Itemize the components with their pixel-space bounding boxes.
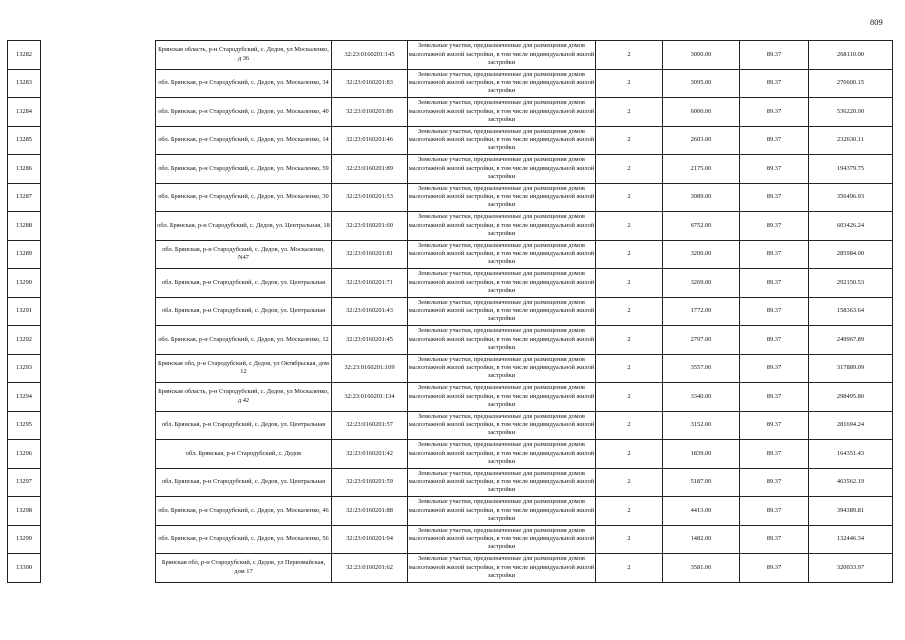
group-cell: 2 — [596, 126, 663, 155]
row-number: 13291 — [8, 297, 41, 326]
row-number: 13289 — [8, 240, 41, 269]
address-cell: обл. Брянская, р-н Стародубский, с. Дедов, ул. Москаленко, 56 — [156, 525, 332, 554]
land-use-cell: Земельные участки, предназначенные для размещения домов малоэтажной жилой застройки, в том числе индивидуальной жилой застройки — [408, 354, 596, 383]
row-number: 13294 — [8, 383, 41, 412]
land-use-cell: Земельные участки, предназначенные для размещения домов малоэтажной жилой застройки, в том числе индивидуальной жилой застройки — [408, 411, 596, 440]
row-number: 13292 — [8, 326, 41, 355]
address-cell: обл. Брянская, р-н Стародубский, с. Дедов, ул. Москаленко, 40 — [156, 98, 332, 127]
spacer-cell — [41, 440, 156, 469]
group-cell: 2 — [596, 440, 663, 469]
table-row — [8, 183, 893, 212]
cadastral-number-cell: 32:23:0160201:89 — [332, 155, 408, 184]
land-use-cell: Земельные участки, предназначенные для размещения домов малоэтажной жилой застройки, в том числе индивидуальной жилой застройки — [408, 183, 596, 212]
cadastral-value-cell: 285984.00 — [809, 240, 893, 269]
row-number: 13297 — [8, 468, 41, 497]
address-cell: обл. Брянская, р-н Стародубский, с. Дедов, ул. Москаленко, 30 — [156, 183, 332, 212]
table-row — [8, 240, 893, 269]
spacer-cell — [41, 383, 156, 412]
address-cell: обл. Брянская, р-н Стародубский, с. Дедов, ул. Москаленко, 12 — [156, 326, 332, 355]
area-cell: 5187.00 — [663, 468, 740, 497]
table-row — [8, 98, 893, 127]
rate-cell: 89.37 — [740, 525, 809, 554]
address-cell: обл. Брянская, р-н Стародубский, с. Дедов, ул. Москаленко, 59 — [156, 155, 332, 184]
cadastral-number-cell: 32:23:0160201:57 — [332, 411, 408, 440]
row-number: 13290 — [8, 269, 41, 298]
spacer-cell — [41, 126, 156, 155]
row-number: 13286 — [8, 155, 41, 184]
land-use-cell: Земельные участки, предназначенные для размещения домов малоэтажной жилой застройки, в том числе индивидуальной жилой застройки — [408, 383, 596, 412]
address-cell: обл. Брянская, р-н Стародубский, с. Дедов, ул. Центральная — [156, 269, 332, 298]
table-row — [8, 212, 893, 241]
rate-cell: 89.37 — [740, 411, 809, 440]
group-cell: 2 — [596, 240, 663, 269]
address-cell: обл. Брянская, р-н Стародубский, с. Дедов — [156, 440, 332, 469]
rate-cell: 89.37 — [740, 212, 809, 241]
table-row — [8, 411, 893, 440]
cadastral-value-cell: 292150.53 — [809, 269, 893, 298]
cadastral-number-cell: 32:23:0160201:83 — [332, 69, 408, 98]
land-use-cell: Земельные участки, предназначенные для размещения домов малоэтажной жилой застройки, в том числе индивидуальной жилой застройки — [408, 41, 596, 70]
table-row — [8, 126, 893, 155]
group-cell: 2 — [596, 525, 663, 554]
rate-cell: 89.37 — [740, 297, 809, 326]
cadastral-number-cell: 32:23:0160201:88 — [332, 497, 408, 526]
area-cell: 3989.00 — [663, 183, 740, 212]
area-cell: 6000.00 — [663, 98, 740, 127]
cadastral-value-cell: 298495.80 — [809, 383, 893, 412]
address-cell: обл. Брянская, р-н Стародубский, с. Дедов, ул. Центральная — [156, 297, 332, 326]
area-cell: 3557.00 — [663, 354, 740, 383]
rate-cell: 89.37 — [740, 354, 809, 383]
group-cell: 2 — [596, 297, 663, 326]
cadastral-number-cell: 32:23:0160201:46 — [332, 126, 408, 155]
land-use-cell: Земельные участки, предназначенные для размещения домов малоэтажной жилой застройки, в том числе индивидуальной жилой застройки — [408, 240, 596, 269]
cadastral-number-cell: 32:23:0160201:86 — [332, 98, 408, 127]
cadastral-value-cell: 249967.89 — [809, 326, 893, 355]
row-number: 13299 — [8, 525, 41, 554]
rate-cell: 89.37 — [740, 383, 809, 412]
area-cell: 3340.00 — [663, 383, 740, 412]
cadastral-value-cell: 536220.00 — [809, 98, 893, 127]
area-cell: 3095.00 — [663, 69, 740, 98]
row-number: 13298 — [8, 497, 41, 526]
rate-cell: 89.37 — [740, 326, 809, 355]
table-row — [8, 383, 893, 412]
area-cell: 6752.00 — [663, 212, 740, 241]
area-cell: 2603.00 — [663, 126, 740, 155]
cadastral-value-cell: 276600.15 — [809, 69, 893, 98]
row-number: 13295 — [8, 411, 41, 440]
address-cell: обл. Брянская, р-н Стародубский, с. Дедов, ул. Центральная — [156, 411, 332, 440]
group-cell: 2 — [596, 183, 663, 212]
spacer-cell — [41, 155, 156, 184]
area-cell: 4413.00 — [663, 497, 740, 526]
spacer-cell — [41, 326, 156, 355]
spacer-cell — [41, 98, 156, 127]
area-cell: 3269.00 — [663, 269, 740, 298]
address-cell: обл. Брянская, р-н Стародубский, с. Дедов, ул. Москаленко, N47 — [156, 240, 332, 269]
cadastral-number-cell: 32:23:0160201:134 — [332, 383, 408, 412]
area-cell: 1482.00 — [663, 525, 740, 554]
rate-cell: 89.37 — [740, 126, 809, 155]
cadastral-number-cell: 32:23:0160201:145 — [332, 41, 408, 70]
row-number: 13300 — [8, 554, 41, 583]
land-use-cell: Земельные участки, предназначенные для размещения домов малоэтажной жилой застройки, в том числе индивидуальной жилой застройки — [408, 326, 596, 355]
cadastral-value-cell: 463562.19 — [809, 468, 893, 497]
row-number: 13282 — [8, 41, 41, 70]
cadastral-value-cell: 158363.64 — [809, 297, 893, 326]
group-cell: 2 — [596, 468, 663, 497]
area-cell: 3200.00 — [663, 240, 740, 269]
group-cell: 2 — [596, 69, 663, 98]
spacer-cell — [41, 411, 156, 440]
spacer-cell — [41, 497, 156, 526]
cadastral-number-cell: 32:23:0160201:42 — [332, 440, 408, 469]
land-use-cell: Земельные участки, предназначенные для размещения домов малоэтажной жилой застройки, в том числе индивидуальной жилой застройки — [408, 269, 596, 298]
row-number: 13283 — [8, 69, 41, 98]
rate-cell: 89.37 — [740, 183, 809, 212]
cadastral-number-cell: 32:23:0160201:45 — [332, 326, 408, 355]
cadastral-number-cell: 32:23:0160201:81 — [332, 240, 408, 269]
area-cell: 2175.00 — [663, 155, 740, 184]
spacer-cell — [41, 240, 156, 269]
cadastral-number-cell: 32:23:0160201:71 — [332, 269, 408, 298]
cadastral-value-cell: 232630.11 — [809, 126, 893, 155]
table-row — [8, 69, 893, 98]
rate-cell: 89.37 — [740, 98, 809, 127]
table-row — [8, 468, 893, 497]
group-cell: 2 — [596, 212, 663, 241]
table-row — [8, 440, 893, 469]
address-cell: Брянская обл, р-н Стародубский, с Дедов, ул Первомайская, дом 17 — [156, 554, 332, 583]
cadastral-number-cell: 32:23:0160201:60 — [332, 212, 408, 241]
row-number: 13284 — [8, 98, 41, 127]
address-cell: обл. Брянская, р-н Стародубский, с. Дедов, ул. Москаленко, 46 — [156, 497, 332, 526]
address-cell: Брянская обл, р-н Стародубский, с Дедов, ул Октябрьская, дом 12 — [156, 354, 332, 383]
cadastral-value-cell: 194379.75 — [809, 155, 893, 184]
cadastral-value-cell: 281694.24 — [809, 411, 893, 440]
table-row — [8, 525, 893, 554]
area-cell: 2797.00 — [663, 326, 740, 355]
spacer-cell — [41, 354, 156, 383]
cadastral-value-cell: 320033.97 — [809, 554, 893, 583]
rate-cell: 89.37 — [740, 41, 809, 70]
rate-cell: 89.37 — [740, 155, 809, 184]
area-cell: 1839.00 — [663, 440, 740, 469]
cadastral-registry-table — [7, 40, 893, 583]
group-cell: 2 — [596, 354, 663, 383]
row-number: 13287 — [8, 183, 41, 212]
group-cell: 2 — [596, 155, 663, 184]
cadastral-value-cell: 394389.81 — [809, 497, 893, 526]
area-cell: 3000.00 — [663, 41, 740, 70]
group-cell: 2 — [596, 269, 663, 298]
land-use-cell: Земельные участки, предназначенные для размещения домов малоэтажной жилой застройки, в том числе индивидуальной жилой застройки — [408, 554, 596, 583]
address-cell: Брянская область, р-н Стародубский, с. Дедов, ул Москаленко, д 36 — [156, 41, 332, 70]
table-row — [8, 554, 893, 583]
cadastral-number-cell: 32:23:0160201:94 — [332, 525, 408, 554]
row-number: 13293 — [8, 354, 41, 383]
rate-cell: 89.37 — [740, 69, 809, 98]
table-row — [8, 41, 893, 70]
group-cell: 2 — [596, 554, 663, 583]
group-cell: 2 — [596, 497, 663, 526]
cadastral-number-cell: 32:23:0160201:43 — [332, 297, 408, 326]
group-cell: 2 — [596, 383, 663, 412]
cadastral-value-cell: 268110.00 — [809, 41, 893, 70]
land-use-cell: Земельные участки, предназначенные для размещения домов малоэтажной жилой застройки, в том числе индивидуальной жилой застройки — [408, 155, 596, 184]
table-row — [8, 155, 893, 184]
rate-cell: 89.37 — [740, 440, 809, 469]
land-use-cell: Земельные участки, предназначенные для размещения домов малоэтажной жилой застройки, в том числе индивидуальной жилой застройки — [408, 126, 596, 155]
address-cell: обл. Брянская, р-н Стародубский, с. Дедов, ул. Москаленко, 14 — [156, 126, 332, 155]
page-number: 809 — [870, 17, 883, 27]
land-use-cell: Земельные участки, предназначенные для размещения домов малоэтажной жилой застройки, в том числе индивидуальной жилой застройки — [408, 98, 596, 127]
spacer-cell — [41, 297, 156, 326]
table-row — [8, 269, 893, 298]
cadastral-value-cell: 132446.34 — [809, 525, 893, 554]
cadastral-value-cell: 317889.09 — [809, 354, 893, 383]
spacer-cell — [41, 468, 156, 497]
group-cell: 2 — [596, 98, 663, 127]
spacer-cell — [41, 183, 156, 212]
land-use-cell: Земельные участки, предназначенные для размещения домов малоэтажной жилой застройки, в том числе индивидуальной жилой застройки — [408, 468, 596, 497]
area-cell: 3581.00 — [663, 554, 740, 583]
table-row — [8, 354, 893, 383]
group-cell: 2 — [596, 41, 663, 70]
row-number: 13285 — [8, 126, 41, 155]
rate-cell: 89.37 — [740, 269, 809, 298]
cadastral-value-cell: 603426.24 — [809, 212, 893, 241]
cadastral-number-cell: 32:23:0160201:53 — [332, 183, 408, 212]
area-cell: 1772.00 — [663, 297, 740, 326]
land-use-cell: Земельные участки, предназначенные для размещения домов малоэтажной жилой застройки, в том числе индивидуальной жилой застройки — [408, 525, 596, 554]
spacer-cell — [41, 525, 156, 554]
spacer-cell — [41, 212, 156, 241]
rate-cell: 89.37 — [740, 554, 809, 583]
land-use-cell: Земельные участки, предназначенные для размещения домов малоэтажной жилой застройки, в том числе индивидуальной жилой застройки — [408, 497, 596, 526]
cadastral-number-cell: 32:23:0160201:59 — [332, 468, 408, 497]
cadastral-value-cell: 356496.93 — [809, 183, 893, 212]
spacer-cell — [41, 41, 156, 70]
address-cell: Брянская область, р-н Стародубский, с. Дедов, ул Москаленко, д 42 — [156, 383, 332, 412]
address-cell: обл. Брянская, р-н Стародубский, с. Дедов, ул. Центральная — [156, 468, 332, 497]
land-use-cell: Земельные участки, предназначенные для размещения домов малоэтажной жилой застройки, в том числе индивидуальной жилой застройки — [408, 69, 596, 98]
spacer-cell — [41, 269, 156, 298]
table-row — [8, 497, 893, 526]
land-use-cell: Земельные участки, предназначенные для размещения домов малоэтажной жилой застройки, в том числе индивидуальной жилой застройки — [408, 297, 596, 326]
cadastral-number-cell: 32:23:0160201:62 — [332, 554, 408, 583]
group-cell: 2 — [596, 411, 663, 440]
rate-cell: 89.37 — [740, 468, 809, 497]
table-row — [8, 326, 893, 355]
rate-cell: 89.37 — [740, 240, 809, 269]
land-use-cell: Земельные участки, предназначенные для размещения домов малоэтажной жилой застройки, в том числе индивидуальной жилой застройки — [408, 440, 596, 469]
area-cell: 3152.00 — [663, 411, 740, 440]
spacer-cell — [41, 69, 156, 98]
spacer-cell — [41, 554, 156, 583]
address-cell: обл. Брянская, р-н Стародубский, с. Дедов, ул. Москаленко, 34 — [156, 69, 332, 98]
land-use-cell: Земельные участки, предназначенные для размещения домов малоэтажной жилой застройки, в том числе индивидуальной жилой застройки — [408, 212, 596, 241]
address-cell: обл. Брянская, р-н Стародубский, с. Дедов, ул. Центральная, 18 — [156, 212, 332, 241]
rate-cell: 89.37 — [740, 497, 809, 526]
table-row — [8, 297, 893, 326]
group-cell: 2 — [596, 326, 663, 355]
cadastral-value-cell: 164351.43 — [809, 440, 893, 469]
row-number: 13296 — [8, 440, 41, 469]
row-number: 13288 — [8, 212, 41, 241]
cadastral-number-cell: 32:23:0160201:109 — [332, 354, 408, 383]
